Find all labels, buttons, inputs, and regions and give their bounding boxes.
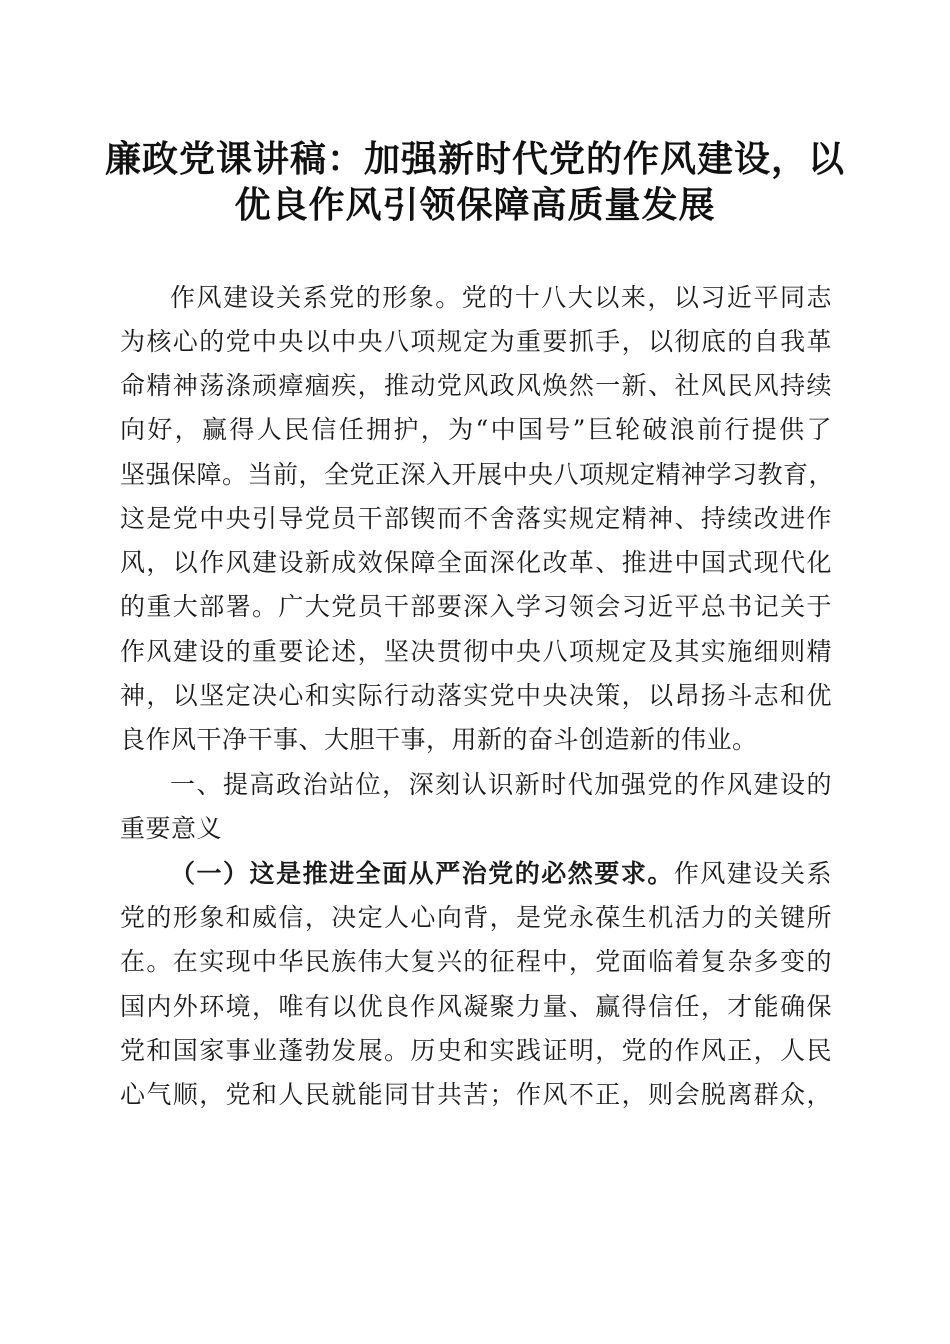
subsection-1-line-6: 心气顺，党和人民就能同甘共苦；作风不正，则会脱离群众，	[120, 1080, 832, 1109]
section-heading-1-line-1: 一、提高政治站位，深刻认识新时代加强党的作风建设的	[170, 770, 832, 799]
paragraph-1-line-7: 风，以作风建设新成效保障全面深化改革、推进中国式现代化	[120, 548, 832, 577]
subsection-1-lead: （一）这是推进全面从严治党的必然要求。	[170, 859, 674, 888]
paragraph-1-line-5: 坚强保障。当前，全党正深入开展中央八项规定精神学习教育，	[120, 460, 835, 489]
document-title-line-1: 廉政党课讲稿：加强新时代党的作风建设，以	[104, 138, 845, 180]
subsection-1-line-2: 党的形象和威信，决定人心向背，是党永葆生机活力的关键所	[120, 903, 832, 932]
section-heading-1-line-2: 重要意义	[120, 814, 223, 843]
subsection-1-line-4: 国内外环境，唯有以优良作风凝聚力量、赢得信任，才能确保	[120, 992, 832, 1021]
paragraph-1-line-1: 作风建设关系党的形象。党的十八大以来，以习近平同志	[170, 283, 832, 312]
paragraph-1-line-2: 为核心的党中央以中央八项规定为重要抓手，以彻底的自我革	[120, 327, 832, 356]
paragraph-1-line-11: 良作风干净干事、大胆干事，用新的奋斗创造新的伟业。	[120, 725, 758, 754]
paragraph-1-line-6: 这是党中央引导党员干部锲而不舍落实规定精神、持续改进作	[120, 504, 832, 533]
paragraph-1-line-8: 的重大部署。广大党员干部要深入学习领会习近平总书记关于	[120, 592, 832, 621]
paragraph-1-line-4: 向好，赢得人民信任拥护，为“中国号”巨轮破浪前行提供了	[120, 415, 832, 444]
subsection-1-line-1-rest: 作风建设关系	[673, 859, 832, 888]
paragraph-1-line-9: 作风建设的重要论述，坚决贯彻中央八项规定及其实施细则精	[120, 637, 832, 666]
subsection-1-line-3: 在。在实现中华民族伟大复兴的征程中，党面临着复杂多变的	[120, 947, 832, 976]
subsection-1-line-1	[170, 857, 832, 891]
document-title-line-2: 优良作风引领保障高质量发展	[234, 184, 716, 226]
paragraph-1-line-10: 神，以坚定决心和实际行动落实党中央决策，以昂扬斗志和优	[120, 681, 832, 710]
subsection-1-line-5: 党和国家事业蓬勃发展。历史和实践证明，党的作风正，人民	[120, 1036, 832, 1065]
paragraph-1-line-3: 命精神荡涤顽瘴痼疾，推动党风政风焕然一新、社风民风持续	[120, 371, 832, 400]
